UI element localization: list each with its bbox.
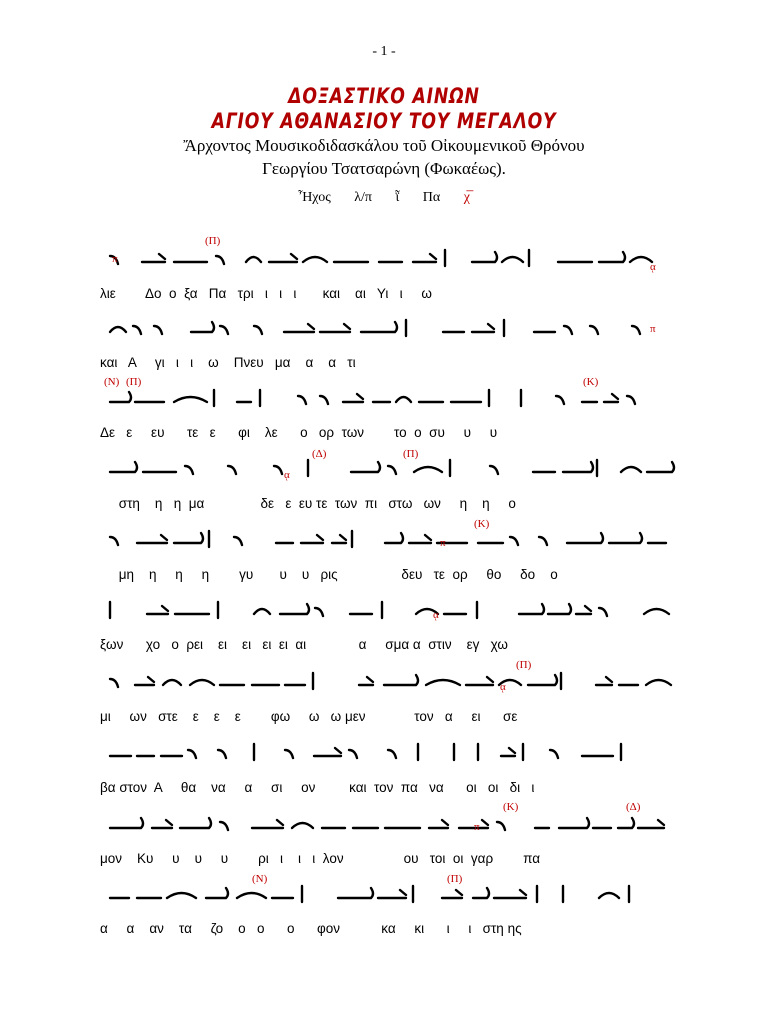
apostrophos-neume — [133, 326, 141, 334]
page-number: - 1 - — [372, 44, 396, 59]
kentima-neume — [361, 322, 397, 332]
composer-line-1: Ἄρχοντος Μουσικοδιδασκάλου τοῦ Οἰκουμενικοῦ Θρόνου — [183, 136, 585, 155]
apostrophos-neume — [320, 396, 328, 404]
apostrophos-neume — [388, 750, 396, 758]
martyria-sign: π — [112, 253, 118, 265]
oligon-neume — [409, 535, 431, 543]
oligon-neume — [137, 535, 167, 543]
apostrophos-neume — [188, 750, 196, 758]
lyric-line-4: στη η η μα δε ε ευ τε των πι στω ων η η ο — [100, 496, 516, 511]
kentima-neume — [338, 888, 373, 898]
lyric-line-9: μον Κυ υ υ υ ρι ι ι ι λον ου τοι οι γαρ πα — [100, 851, 541, 866]
kentima-neume — [280, 604, 309, 614]
apostrophos-neume — [234, 537, 242, 545]
kentima-neume — [206, 888, 228, 898]
oligon-neume — [472, 324, 494, 332]
petasti-neume — [630, 257, 652, 262]
petasti-neume — [426, 680, 460, 685]
kentima-neume — [548, 604, 571, 614]
apostrophos-neume — [185, 466, 193, 474]
apostrophos-neume — [497, 822, 505, 830]
martyria-sign: π — [650, 323, 656, 335]
petasti-neume — [646, 680, 671, 685]
apostrophos-neume — [556, 396, 564, 404]
modulation-label: (Ν) — [252, 873, 268, 885]
lyric-line-7: μι ων στε ε ε ε φω ω ω μεν τον α ει σε — [100, 709, 518, 724]
modulation-label: (Δ) — [626, 801, 641, 813]
kentima-neume — [519, 604, 544, 614]
modulation-label: (Π) — [205, 235, 221, 247]
lyric-line-5: μη η η η γυ υ υ ρις δευ τε ορ θο δο ο — [100, 567, 558, 582]
kentima-neume — [180, 818, 211, 828]
martyria-sign: ᾳ — [650, 261, 656, 273]
oligon-neume — [638, 820, 664, 828]
apostrophos-neume — [254, 326, 262, 334]
oligon-neume — [429, 820, 448, 828]
modulation-label: (Π) — [516, 659, 532, 671]
petasti-neume — [190, 680, 214, 685]
kentima-neume — [110, 818, 143, 828]
apostrophos-neume — [274, 466, 282, 474]
petasti-neume — [163, 680, 181, 685]
petasti-neume — [502, 257, 523, 262]
apostrophos-neume — [228, 466, 236, 474]
modulation-label: (Ν) — [104, 376, 120, 388]
mode-sign-2: ῗ — [395, 190, 400, 205]
oligon-neume — [576, 606, 591, 614]
oligon-neume — [378, 890, 406, 898]
kentima-neume — [384, 675, 418, 685]
oligon-neume — [359, 677, 373, 685]
petasti-neume — [246, 257, 261, 262]
apostrophos-neume — [216, 256, 224, 264]
modulation-label: (Π) — [447, 873, 463, 885]
petasti-neume — [167, 893, 196, 898]
martyria-sign: ᾳ — [284, 469, 290, 481]
oligon-neume — [269, 254, 297, 262]
kentima-neume — [528, 675, 557, 685]
lyric-line-6: ξων χο ο ρει ει ει ει ει αι α σμα α στιν εγ χω — [100, 637, 508, 652]
oligon-neume — [152, 820, 172, 828]
oligon-neume — [494, 890, 526, 898]
petasti-neume — [254, 609, 270, 614]
oligon-neume — [442, 890, 462, 898]
martyria-sign: ᾳ — [433, 609, 439, 621]
apostrophos-neume — [285, 750, 293, 758]
oligon-neume — [332, 535, 346, 543]
petasti-neume — [292, 823, 313, 828]
lyric-line-2: και Α γι ι ι ω Πνευ μα α α τι — [100, 355, 356, 370]
apostrophos-neume — [510, 537, 518, 545]
apostrophos-neume — [110, 679, 118, 687]
apostrophos-neume — [388, 466, 396, 474]
oligon-neume — [135, 677, 154, 685]
apostrophos-neume — [154, 326, 162, 334]
apostrophos-neume — [599, 608, 607, 616]
apostrophos-neume — [349, 750, 357, 758]
mode-sign-3: Πα — [422, 190, 441, 205]
oligon-neume — [413, 254, 436, 262]
kentima-neume — [191, 322, 214, 332]
oligon-neume — [320, 324, 350, 332]
mode-label: Ἦχος — [298, 190, 331, 205]
kentima-neume — [472, 252, 497, 262]
oligon-neume — [314, 748, 341, 756]
oligon-neume — [604, 394, 618, 402]
kentima-neume — [473, 888, 489, 898]
petasti-neume — [644, 609, 669, 614]
apostrophos-neume — [490, 466, 498, 474]
kentima-neume — [618, 818, 634, 828]
title-line-2: ΑΓΙΟΥ ΑΘΑΝΑΣΙΟΥ ΤΟΥ ΜΕΓΑΛΟΥ — [211, 109, 557, 133]
oligon-neume — [252, 820, 283, 828]
kentima-neume — [174, 533, 203, 543]
kentima-neume — [110, 462, 137, 472]
apostrophos-neume — [564, 326, 572, 334]
kentima-neume — [559, 818, 589, 828]
modulation-label: (Π) — [403, 448, 419, 460]
petasti-neume — [414, 467, 442, 472]
kentima-neume — [647, 462, 674, 472]
kentima-neume — [599, 252, 625, 262]
kentima-neume — [563, 462, 593, 472]
apostrophos-neume — [110, 537, 118, 545]
lyric-line-8: βα στον Α θα να α σι ον και τον πα να οι οι δι ι — [100, 780, 535, 795]
apostrophos-neume — [298, 396, 306, 404]
mode-sign-4: χ̅ — [463, 190, 470, 205]
oligon-neume — [501, 748, 515, 756]
modulation-label: (Κ) — [503, 801, 519, 813]
modulation-label: (Κ) — [583, 376, 599, 388]
mode-sign-1: λ/π — [354, 190, 372, 205]
lyric-line-3: Δε ε ευ τε ε φι λε ο ορ των το ο συ υ υ — [100, 425, 498, 440]
martyria-sign: ᾳ — [500, 681, 506, 693]
modulation-label: (Δ) — [312, 448, 327, 460]
apostrophos-neume — [590, 326, 598, 334]
oligon-neume — [147, 606, 168, 614]
petasti-neume — [174, 397, 207, 402]
apostrophos-neume — [632, 326, 640, 334]
title-line-1: ΔΟΞΑΣΤΙΚΟ ΑΙΝΩΝ — [288, 84, 480, 108]
kentima-neume — [110, 392, 131, 402]
apostrophos-neume — [550, 750, 558, 758]
kentima-neume — [567, 533, 603, 543]
oligon-neume — [142, 254, 165, 262]
apostrophos-neume — [627, 396, 635, 404]
modulation-label: (Κ) — [474, 518, 490, 530]
oligon-neume — [284, 324, 314, 332]
kentima-neume — [351, 462, 380, 472]
oligon-neume — [343, 394, 363, 402]
apostrophos-neume — [539, 537, 547, 545]
modulation-label: (Π) — [126, 376, 142, 388]
petasti-neume — [110, 327, 126, 332]
martyria-sign: π — [440, 537, 446, 549]
petasti-neume — [237, 893, 266, 898]
kentima-neume — [609, 533, 642, 543]
lyric-line-10: α α αν τα ζο ο ο ο φον κα κι ι ι στη ης — [100, 921, 522, 936]
oligon-neume — [596, 677, 612, 685]
martyria-sign: π — [474, 821, 480, 833]
kentima-neume — [385, 533, 403, 543]
petasti-neume — [621, 467, 641, 472]
oligon-neume — [466, 677, 493, 685]
apostrophos-neume — [220, 326, 228, 334]
apostrophos-neume — [218, 750, 226, 758]
petasti-neume — [396, 397, 411, 402]
composer-line-2: Γεωργίου Τσατσαρώνη (Φωκαέως). — [262, 159, 506, 178]
petasti-neume — [599, 893, 619, 898]
apostrophos-neume — [315, 608, 323, 616]
lyric-line-1: λιε Δο ο ξα Πα τρι ι ι ι και αι Υι ι ω — [100, 286, 432, 301]
oligon-neume — [301, 535, 323, 543]
petasti-neume — [303, 257, 327, 262]
apostrophos-neume — [220, 822, 228, 830]
